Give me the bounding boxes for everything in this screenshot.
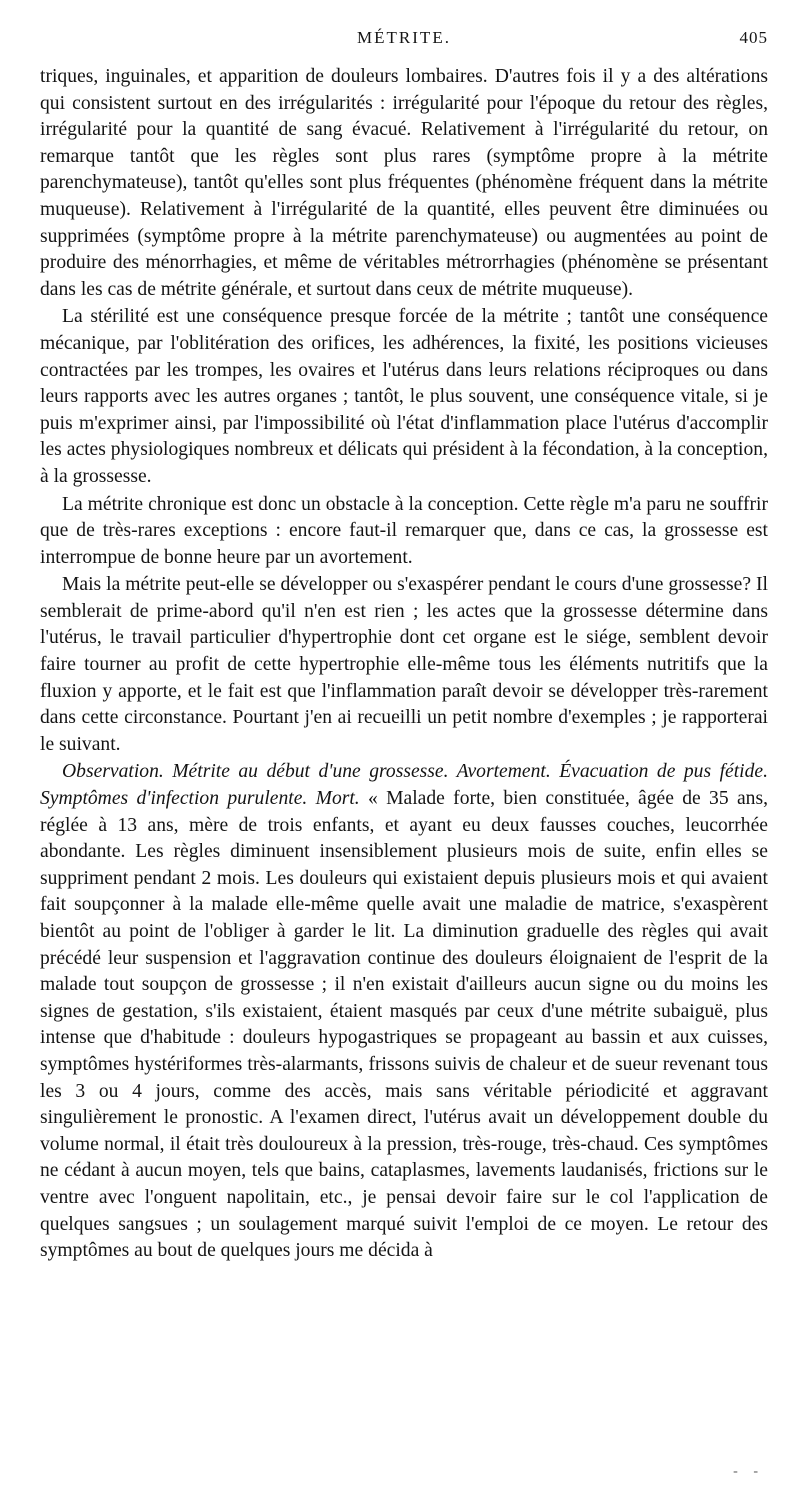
- paragraph-sterility: La stérilité est une conséquence presque forcée de la métrite ; tantôt une conséquence mécanique, par l'oblitération des orifices, les adhérences, la fixité, les positions vicieuses contractées par les trompes, les ovaires et l'utérus dans leurs relations réciproques ou dans leurs rapports avec les autres organes ; tantôt, le plus souvent, une conséquence vitale, si je puis m'exprimer ainsi, par l'impossibilité où l'état d'inflammation place l'utérus d'accomplir les actes physiologiques nombreux et délicats qui président à la fécondation, à la conception, à la grossesse.: [40, 306, 768, 487]
- body-text: [40, 64, 768, 1265]
- observation-heading: Observation. Métrite au début d'une grossesse. Avortement. Évacuation de pus fétide. Symptômes d'infection purulente. Mort.: [40, 761, 768, 810]
- observation-text: « Malade forte, bien constituée, âgée de 35 ans, réglée à 13 ans, mère de trois enfants, et ayant eu deux fausses couches, leucorrhée abondante. Les règles diminuent insensiblement plusieurs mois de suite, enfin elles se suppriment pendant 2 mois. Les douleurs qui existaient depuis plusieurs mois et qui avaient fait soupçonner à la malade elle-même quelle avait une maladie de matrice, s'exaspèrent bientôt au point de l'obliger à garder le lit. La diminution graduelle des règles qui avait précédé leur suspension et l'aggravation continue des douleurs éloignaient de l'esprit de la malade tout soupçon de grossesse ; il n'en existait d'ailleurs aucun signe ou du moins les signes de gestation, s'ils existaient, étaient masqués par ceux d'une métrite subaiguë, plus intense que d'habitude : douleurs hypogastriques se propageant au bassin et aux cuisses, symptômes hystériformes très-alarmants, frissons suivis de chaleur et de sueur revenant tous les 3 ou 4 jours, comme des accès, mais sans véritable périodicité et aggravant singulièrement le pronostic. A l'examen direct, l'utérus avait un développement double du volume normal, il était très douloureux à la pression, très-rouge, très-chaud. Ces symptômes ne cédant à aucun moyen, tels que bains, cataplasmes, lavements laudanisés, frictions sur le ventre avec l'onguent napolitain, etc., je pensai devoir faire sur le col l'application de quelques sangsues ; un soulagement marqué suivit l'emploi de ce moyen. Le retour des symptômes au bout de quelques jours me décida à: [40, 788, 768, 1262]
- paragraph-conception: La métrite chronique est donc un obstacle à la conception. Cette règle m'a paru ne souffrir que de très-rares exceptions : encore faut-il remarquer que, dans ce cas, la grossesse est interrompue de bonne heure par un avortement.: [40, 493, 768, 568]
- scan-marks: - -: [733, 1464, 764, 1479]
- paragraph-pregnancy: Mais la métrite peut-elle se développer ou s'exaspérer pendant le cours d'une grossesse? Il semblerait de prime-abord qu'il n'en est rien ; les actes que la grossesse détermine dans l'utérus, le travail particulier d'hypertrophie dont cet organe est le siége, semblent devoir faire tourner au profit de cette hypertrophie elle-même tous les éléments nutritifs que la fluxion y apporte, et le fait est que l'inflammation paraît devoir se développer très-rarement dans cette circonstance. Pourtant j'en ai recueilli un petit nombre d'exemples ; je rapporterai le suivant.: [40, 574, 768, 755]
- observation-paragraph: [40, 759, 768, 1264]
- running-head: [40, 28, 768, 56]
- page-number: 405: [739, 28, 768, 47]
- paragraph-continued: triques, inguinales, et apparition de douleurs lombaires. D'autres fois il y a des altérations qui consistent surtout en des irrégularités : irrégularité pour l'époque du retour des règles, irrégularité pour la quantité de sang évacué. Relativement à l'irrégularité du retour, on remarque tantôt que les règles sont plus rares (symptôme propre à la métrite parenchymateuse), tantôt qu'elles sont plus fréquentes (phénomène fréquent dans la métrite muqueuse). Relativement à l'irrégularité de la quantité, elles peuvent être diminuées ou supprimées (symptôme propre à la métrite parenchymateuse) ou augmentées au point de produire des ménorrhagies, et même de véritables métrorrhagies (phénomène se présentant dans les cas de métrite générale, et surtout dans ceux de métrite muqueuse).: [40, 66, 768, 300]
- running-title: MÉTRITE.: [357, 28, 451, 47]
